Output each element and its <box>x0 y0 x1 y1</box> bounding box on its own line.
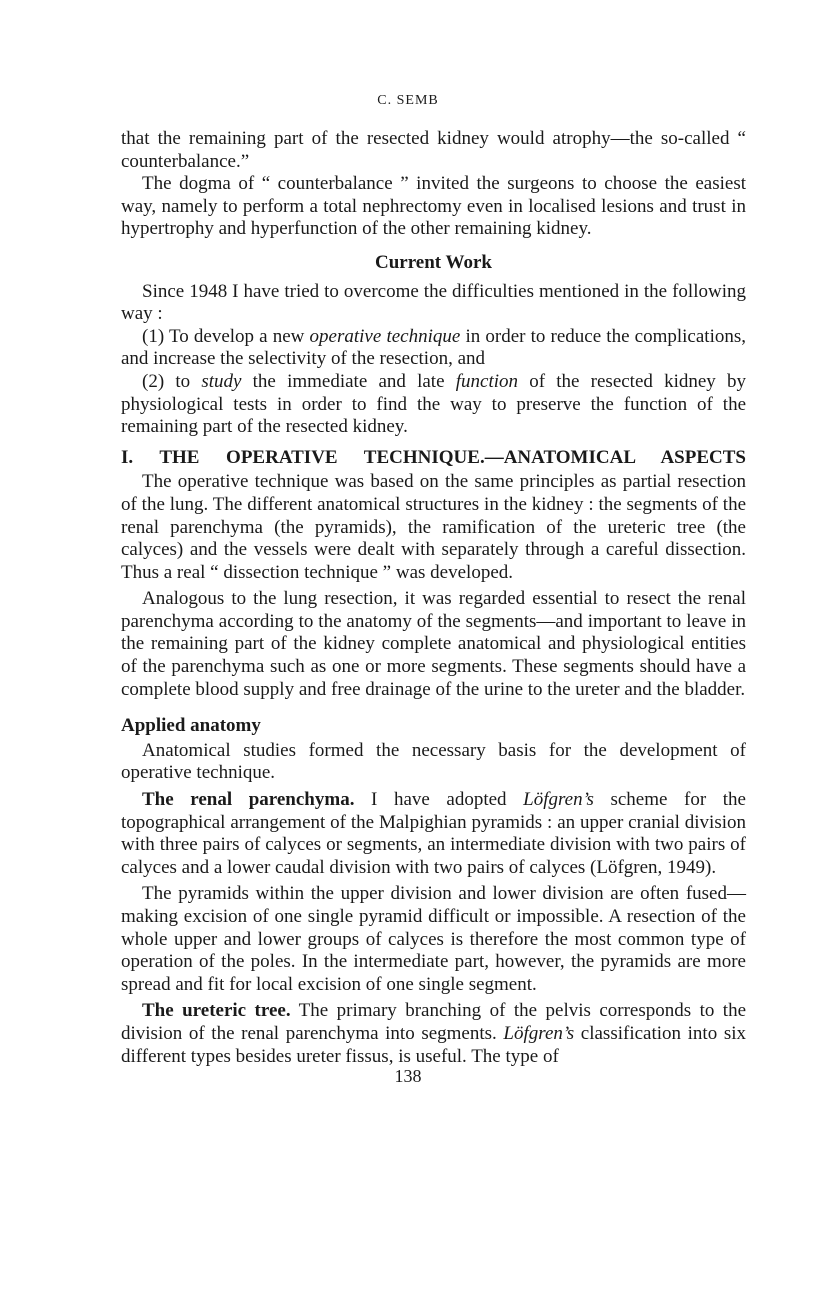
paragraph: Since 1948 I have tried to overcome the difficulties mentioned in the following way : <box>121 280 746 325</box>
paragraph: The operative technique was based on the same principles as partial resection of the lung. The different anatomical structures in the kidney : the segments of the renal parenchyma (the pyramids), the ramification of the ureteric tree (the calyces) and the vessels were dealt with separately through a careful dissection. Thus a real “ dissection technique ” was developed. <box>121 471 746 583</box>
paragraph-aim-1: (1) To develop a new operative technique in order to reduce the complications, and increase the selectivity of the resection, and <box>121 325 747 370</box>
heading-applied-anatomy: Applied anatomy <box>121 715 261 737</box>
page-number: 138 <box>394 1066 422 1086</box>
paragraph-aim-2: (2) to study the immediate and late function of the resected kidney by physiological tests in order to find the way to preserve the function of the remaining part of the resected kidney. <box>121 370 747 438</box>
paragraph: The pyramids within the upper division and lower division are often fused—making excision of one single pyramid difficult or impossible. A resection of the whole upper and lower groups of calyces is therefore the most common type of operation of the poles. In the intermediate part, however, the pyramids are more spread and fit for local excision of one single segment. <box>121 883 746 995</box>
running-head: C. SEMB <box>377 93 439 108</box>
heading-current-work: Current Work <box>375 251 492 273</box>
paragraph: that the remaining part of the resected kidney would atrophy—the so-called “ counterbalance.” <box>121 128 746 172</box>
section-heading: I. THE OPERATIVE TECHNIQUE.—ANATOMICAL ASPECTS <box>121 446 746 468</box>
body-text <box>121 128 746 1068</box>
paragraph-renal-parenchyma: The renal parenchyma. I have adopted Löfgren’s scheme for the topographical arrangement of the Malpighian pyramids : an upper cranial division with three pairs of calyces or segments, an intermediate division with two pairs of calyces and a lower caudal division with two pairs of calyces (Löfgren, 1949). <box>121 789 746 878</box>
paragraph: The dogma of “ counterbalance ” invited the surgeons to choose the easiest way, namely to perform a total nephrectomy even in localised lesions and trust in hypertrophy and hyperfunction of the other remaining kidney. <box>121 173 746 240</box>
paragraph-ureteric-tree: The ureteric tree. The primary branching of the pelvis corresponds to the division of the renal parenchyma into segments. Löfgren’s classification into six different types besides ureter fissus, is useful. The type of <box>121 1000 747 1067</box>
paragraph: Analogous to the lung resection, it was regarded essential to resect the renal parenchyma according to the anatomy of the segments—and important to leave in the remaining part of the kidney complete anatomical and physiological entities of the parenchyma such as one or more segments. These segments should have a complete blood supply and free drainage of the urine to the ureter and the bladder. <box>121 588 746 700</box>
paragraph: Anatomical studies formed the necessary basis for the development of operative technique. <box>121 739 746 784</box>
